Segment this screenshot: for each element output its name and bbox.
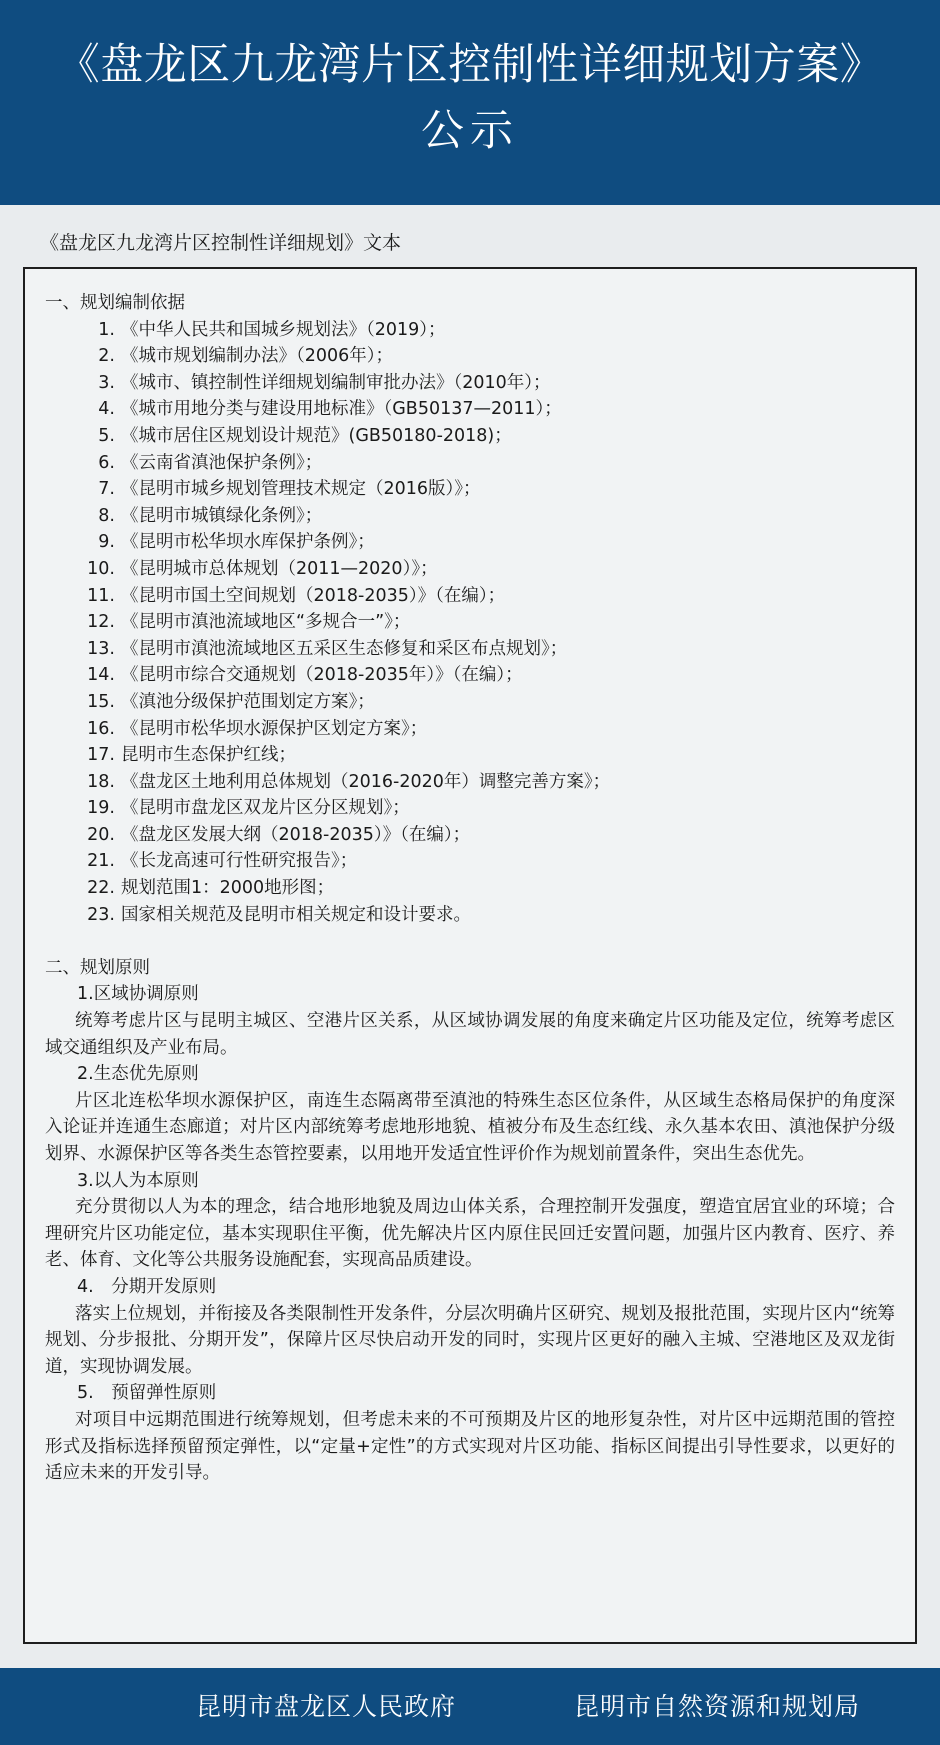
reference-text: 《昆明市滇池流域地区五采区生态修复和采区布点规划》； (121, 638, 568, 659)
reference-item (45, 902, 895, 929)
reference-number: 7. (98, 479, 115, 500)
reference-number: 10. (87, 558, 115, 579)
reference-text: 《城市用地分类与建设用地标准》（GB50137—2011）； (121, 399, 562, 420)
reference-item (45, 769, 895, 796)
reference-text: 《滇池分级保护范围划定方案》； (121, 691, 375, 712)
reference-item (45, 609, 895, 636)
reference-item (45, 689, 895, 716)
reference-text: 昆明市生态保护红线； (121, 745, 296, 766)
reference-number: 15. (87, 691, 115, 712)
principle-title: 5. 预留弹性原则 (77, 1383, 217, 1404)
reference-item (45, 662, 895, 689)
reference-number: 3. (98, 372, 115, 393)
reference-number: 12. (87, 612, 115, 633)
reference-number: 19. (87, 798, 115, 819)
reference-text: 《昆明市滇池流域地区“多规合一”》； (121, 612, 411, 633)
page-subtitle: 公示 (421, 106, 519, 156)
reference-number: 21. (87, 851, 115, 872)
reference-item (45, 848, 895, 875)
principle-body: 落实上位规划，并衔接及各类限制性开发条件，分层次明确片区研究、规划及报批范围，实现片区内“统筹规划、分步报批、分期开发”，保障片区尽快启动开发的同时，实现片区更好的融入主城、空港地区及双龙街道，实现协调发展。 (45, 1303, 895, 1377)
reference-text: 《昆明市国土空间规划（2018-2035）》（在编）； (121, 585, 506, 606)
reference-item (45, 396, 895, 423)
reference-text: 国家相关规范及昆明市相关规定和设计要求。 (121, 904, 471, 925)
reference-number: 20. (87, 824, 115, 845)
footer-banner (0, 1668, 940, 1745)
reference-text: 规划范围1：2000地形图； (121, 878, 335, 899)
principle-title: 4. 分期开发原则 (77, 1276, 217, 1297)
reference-text: 《城市居住区规划设计规范》(GB50180-2018)； (121, 425, 512, 446)
reference-number: 5. (98, 425, 115, 446)
reference-text: 《昆明市城镇绿化条例》； (121, 505, 323, 526)
reference-item (45, 423, 895, 450)
reference-item (45, 450, 895, 477)
reference-text: 《盘龙区发展大纲（2018-2035）》（在编）； (121, 824, 471, 845)
reference-list (45, 317, 895, 929)
reference-number: 13. (87, 638, 115, 659)
reference-text: 《长龙高速可行性研究报告》； (121, 851, 358, 872)
section-heading-basis: 一、规划编制依据 (45, 293, 185, 313)
document-content (45, 290, 895, 1487)
reference-item (45, 875, 895, 902)
reference-number: 8. (98, 505, 115, 526)
reference-text: 《昆明市盘龙区双龙片区分区规划》； (121, 798, 410, 819)
principle-title: 1.区域协调原则 (77, 984, 199, 1005)
reference-item (45, 317, 895, 344)
reference-text: 《城市规划编制办法》（2006年）； (121, 346, 394, 367)
principle-body: 片区北连松华坝水源保护区，南连生态隔离带至滇池的特殊生态区位条件，从区域生态格局保护的角度深入论证并连通生态廊道；对片区内部统筹考虑地形地貌、植被分布及生态红线、永久基本农田、滇池保护分级划界、水源保护区等各类生态管控要素，以用地开发适宜性评价作为规划前置条件，突出生态优先。 (45, 1090, 895, 1164)
reference-item (45, 636, 895, 663)
section-heading-principles: 二、规划原则 (45, 957, 150, 978)
reference-number: 16. (87, 718, 115, 739)
principle-title: 3.以人为本原则 (77, 1170, 199, 1191)
page-title: 《盘龙区九龙湾片区控制性详细规划方案》 (56, 40, 884, 90)
reference-item (45, 742, 895, 769)
reference-text: 《昆明市城乡规划管理技术规定（2016版）》； (121, 479, 481, 500)
footer-org-resources-bureau: 昆明市自然资源和规划局 (574, 1692, 861, 1721)
section-gap (45, 928, 895, 955)
reference-item (45, 370, 895, 397)
reference-item (45, 556, 895, 583)
reference-item (45, 343, 895, 370)
reference-text: 《昆明市松华坝水库保护条例》； (121, 532, 375, 553)
footer-org-government: 昆明市盘龙区人民政府 (196, 1692, 457, 1721)
text-frame (23, 267, 917, 1644)
principle-title: 2.生态优先原则 (77, 1064, 199, 1085)
reference-text: 《城市、镇控制性详细规划编制审批办法》（2010年）； (121, 372, 551, 393)
reference-text: 《昆明市综合交通规划（2018-2035年）》（在编）； (121, 665, 523, 686)
reference-item (45, 716, 895, 743)
reference-number: 17. (87, 745, 115, 766)
reference-number: 4. (98, 399, 115, 420)
reference-item (45, 795, 895, 822)
reference-item (45, 529, 895, 556)
reference-number: 9. (98, 532, 115, 553)
reference-number: 11. (87, 585, 115, 606)
principle-body: 统筹考虑片区与昆明主城区、空港片区关系，从区域协调发展的角度来确定片区功能及定位，统筹考虑区域交通组织及产业布局。 (45, 1011, 895, 1058)
reference-number: 18. (87, 771, 115, 792)
reference-number: 6. (98, 452, 115, 473)
reference-text: 《云南省滇池保护条例》； (121, 452, 323, 473)
principle-body: 充分贯彻以人为本的理念，结合地形地貌及周边山体关系，合理控制开发强度，塑造宜居宜业的环境；合理研究片区功能定位，基本实现职住平衡，优先解决片区内原住民回迁安置问题，加强片区内教育、医疗、养老、体育、文化等公共服务设施配套，实现高品质建设。 (45, 1197, 895, 1271)
reference-number: 1. (98, 319, 115, 340)
reference-text: 《昆明市松华坝水源保护区划定方案》； (121, 718, 428, 739)
principle-list (45, 981, 895, 1486)
reference-text: 《昆明城市总体规划（2011—2020）》； (121, 558, 438, 579)
reference-item (45, 503, 895, 530)
reference-item (45, 583, 895, 610)
reference-number: 22. (87, 878, 115, 899)
header-banner (0, 0, 940, 205)
principle-body: 对项目中远期范围进行统筹规划，但考虑未来的不可预期及片区的地形复杂性，对片区中远期范围的管控形式及指标选择预留预定弹性，以“定量+定性”的方式实现对片区功能、指标区间提出引导性要求，以更好的适应未来的开发引导。 (45, 1409, 895, 1484)
reference-item (45, 476, 895, 503)
document-title: 《盘龙区九龙湾片区控制性详细规划》文本 (40, 232, 402, 254)
reference-number: 14. (87, 665, 115, 686)
reference-number: 23. (87, 904, 115, 925)
reference-text: 《中华人民共和国城乡规划法》（2019）； (121, 319, 446, 340)
reference-number: 2. (98, 346, 115, 367)
reference-item (45, 822, 895, 849)
reference-text: 《盘龙区土地利用总体规划（2016-2020年）调整完善方案》； (121, 771, 611, 792)
